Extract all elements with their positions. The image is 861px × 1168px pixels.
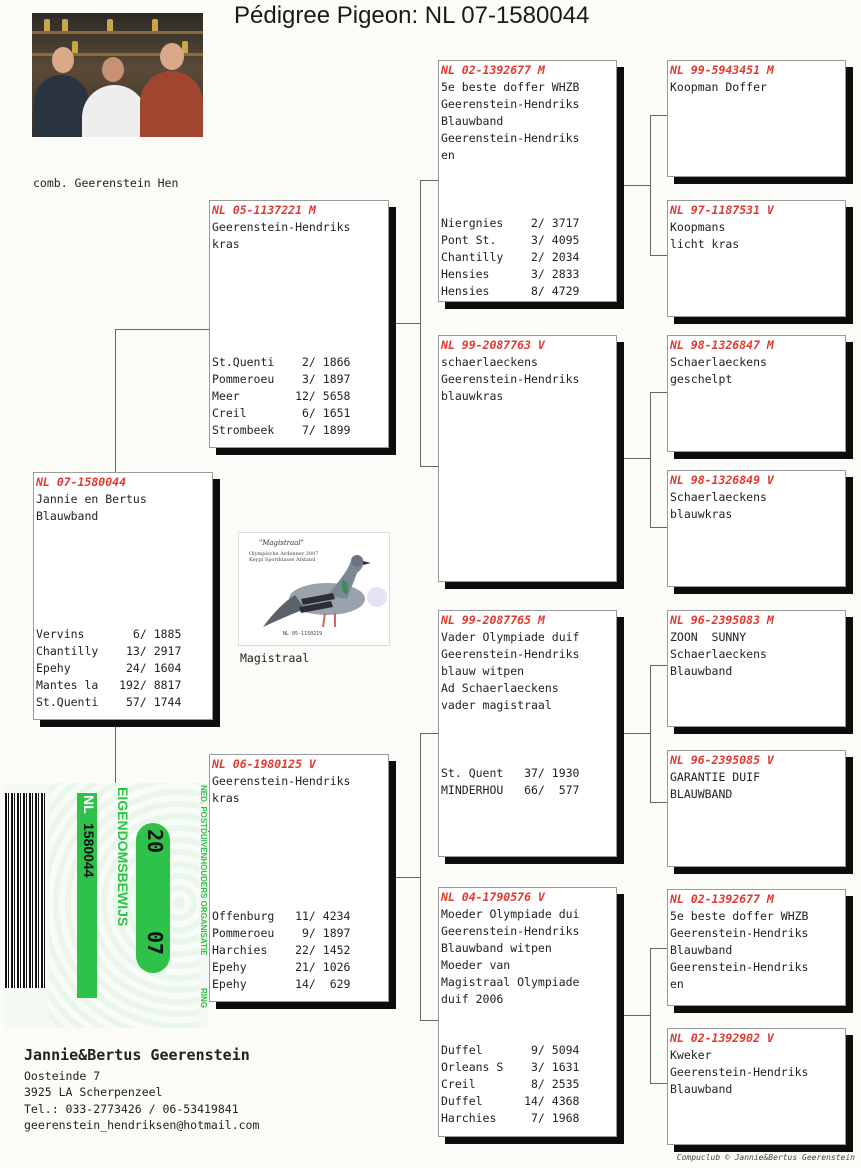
card-line: kras [212, 791, 240, 805]
father-card [209, 200, 389, 448]
card-line: BLAUWBAND [670, 787, 733, 801]
ring-card-ring-label: RING [199, 988, 208, 1008]
result-row: Hensies 3/ 2833 [441, 267, 580, 281]
card-line: Blauwband [441, 114, 504, 128]
card-line: Moeder van [441, 958, 511, 972]
ring-card-nl: NL [81, 795, 97, 814]
card-line: Blauwband witpen [441, 941, 552, 955]
ownership-ring-card [5, 783, 208, 1028]
result-row: Strombeek 7/ 1899 [212, 423, 351, 437]
pigeon-card-subtitle: Olympische Ardenner 2007 Keypl Sportklasse Afstand [249, 551, 319, 563]
ring-number: NL 98-1326849 V [670, 473, 774, 487]
paternal-grandfather-card [438, 60, 617, 302]
ring-number: NL 02-1392677 M [670, 892, 774, 906]
ring-number: NL 96-2395083 M [670, 613, 774, 627]
ring-card-year-bottom: 07 [143, 931, 167, 956]
result-row: Harchies 7/ 1968 [441, 1111, 580, 1125]
card-line: geschelpt [670, 372, 733, 386]
card-line: Koopmans [670, 220, 726, 234]
owner-address: Oosteinde 7 [24, 1068, 101, 1083]
result-row: Niergnies 2/ 3717 [441, 216, 580, 230]
pedigree-subtitle: comb. Geerenstein Hen [33, 176, 179, 190]
great-grandparent-card-6 [667, 750, 846, 867]
great-grandparent-card-4 [667, 470, 846, 587]
card-line: Magistraal Olympiade [441, 975, 580, 989]
card-line: GARANTIE DUIF [670, 770, 761, 784]
card-line: Geerenstein-Hendriks [441, 924, 580, 938]
card-line: Geerenstein-Hendriks [441, 372, 580, 386]
pigeon-illustration [239, 533, 389, 645]
owner-photo [32, 13, 203, 137]
card-line: Geerenstein-Hendriks [441, 97, 580, 111]
great-grandparent-card-8 [667, 1028, 846, 1145]
ring-number: NL 98-1326847 M [670, 338, 774, 352]
barcode [5, 793, 45, 988]
ring-card-year-top: 20 [143, 829, 167, 854]
result-row: St.Quenti 2/ 1866 [212, 355, 351, 369]
owner-email: geerenstein_hendriksen@hotmail.com [24, 1118, 260, 1132]
card-line: Koopman Doffer [670, 80, 767, 94]
maternal-grandfather-card [438, 610, 617, 857]
card-line: Geerenstein-Hendriks [670, 926, 809, 940]
card-line: en [670, 977, 684, 991]
result-row: MINDERHOU 66/ 577 [441, 783, 580, 797]
pigeon-photo-card [238, 532, 390, 646]
owner-contact [24, 1047, 259, 1134]
ring-number: NL 02-1392677 M [441, 63, 545, 77]
ring-number: NL 05-1137221 M [212, 203, 316, 217]
card-line: Geerenstein-Hendriks [212, 220, 351, 234]
result-row: Chantilly 13/ 2917 [36, 644, 182, 658]
footer-credit: Compuclub © Jannie&Bertus Geerenstein [676, 1153, 855, 1162]
card-line: Ad Schaerlaeckens [441, 681, 559, 695]
ring-number: NL 99-5943451 M [670, 63, 774, 77]
page-title: Pédigree Pigeon: NL 07-1580044 [234, 2, 590, 29]
result-row: Offenburg 11/ 4234 [212, 909, 351, 923]
card-line: licht kras [670, 237, 740, 251]
ring-card-organisation: NED. POSTDUIVENHOUDERS ORGANISATIE [199, 785, 208, 956]
ring-number: NL 99-2087765 M [441, 613, 545, 627]
result-row: St.Quenti 57/ 1744 [36, 695, 182, 709]
ring-number: NL 02-1392902 V [670, 1031, 774, 1045]
card-line: Jannie en Bertus [36, 492, 147, 506]
result-row: Epehy 24/ 1604 [36, 661, 182, 675]
card-line: Kweker [670, 1048, 712, 1062]
card-line: Schaerlaeckens [670, 490, 767, 504]
ring-number: NL 97-1187531 V [670, 203, 774, 217]
card-line: Blauwband [670, 943, 733, 957]
card-line: Blauwband [670, 664, 733, 678]
result-row: St. Quent 37/ 1930 [441, 766, 580, 780]
paternal-grandmother-card [438, 335, 617, 582]
great-grandparent-card-7 [667, 889, 846, 1006]
result-row: Hensies 8/ 4729 [441, 284, 580, 298]
card-line: Blauwband [670, 1082, 733, 1096]
pigeon-card-ring: NL 05-1150219 [283, 631, 323, 637]
mother-card [209, 754, 389, 1002]
ring-number: NL 07-1580044 [36, 475, 127, 489]
result-row: Meer 12/ 5658 [212, 389, 351, 403]
maternal-grandmother-card [438, 887, 617, 1137]
result-row: Chantilly 2/ 2034 [441, 250, 580, 264]
ring-number: NL 04-1790576 V [441, 890, 545, 904]
card-line: en [441, 148, 455, 162]
result-row: Creil 8/ 2535 [441, 1077, 580, 1091]
ring-number: NL 99-2087763 V [441, 338, 545, 352]
card-line: Moeder Olympiade dui [441, 907, 580, 921]
great-grandparent-card-5 [667, 610, 846, 727]
owner-name: Jannie&Bertus Geerenstein [24, 1046, 250, 1064]
great-grandparent-card-3 [667, 335, 846, 452]
card-line: Geerenstein-Hendriks [441, 647, 580, 661]
ring-card-ownership: EIGENDOMSBEWIJS [115, 787, 131, 927]
owner-phone: Tel.: 033-2773426 / 06-53419841 [24, 1101, 239, 1116]
card-line: 5e beste doffer WHZB [441, 80, 580, 94]
result-row: Pont St. 3/ 4095 [441, 233, 580, 247]
card-line: duif 2006 [441, 992, 504, 1006]
card-line: Vader Olympiade duif [441, 630, 580, 644]
ring-card-number: 1580044 [81, 823, 97, 878]
card-line: Geerenstein-Hendriks [212, 774, 351, 788]
card-line: Schaerlaeckens [670, 647, 767, 661]
card-line: Geerenstein-Hendriks [670, 960, 809, 974]
owner-city: 3925 LA Scherpenzeel [24, 1085, 163, 1099]
card-line: Blauwband [36, 509, 99, 523]
card-line: 5e beste doffer WHZB [670, 909, 809, 923]
result-row: Epehy 14/ 629 [212, 977, 351, 991]
result-row: Epehy 21/ 1026 [212, 960, 351, 974]
magistraal-label: Magistraal [240, 651, 310, 665]
card-line: ZOON SUNNY [670, 630, 747, 644]
card-line: Geerenstein-Hendriks [670, 1065, 809, 1079]
result-row: Creil 6/ 1651 [212, 406, 351, 420]
great-grandparent-card-2 [667, 200, 846, 317]
result-row: Duffel 14/ 4368 [441, 1094, 580, 1108]
pigeon-card-title: "Magistraal" [259, 539, 304, 547]
card-line: vader magistraal [441, 698, 552, 712]
card-line: kras [212, 237, 240, 251]
result-row: Orleans S 3/ 1631 [441, 1060, 580, 1074]
card-line: schaerlaeckens [441, 355, 538, 369]
subject-card [33, 472, 213, 720]
card-line: Schaerlaeckens [670, 355, 767, 369]
great-grandparent-card-1 [667, 60, 846, 177]
card-line: blauwkras [441, 389, 504, 403]
result-row: Pommeroeu 9/ 1897 [212, 926, 351, 940]
result-row: Pommeroeu 3/ 1897 [212, 372, 351, 386]
result-row: Duffel 9/ 5094 [441, 1043, 580, 1057]
card-line: Geerenstein-Hendriks [441, 131, 580, 145]
card-line: blauwkras [670, 507, 733, 521]
result-row: Mantes la 192/ 8817 [36, 678, 182, 692]
card-line: blauw witpen [441, 664, 525, 678]
ring-number: NL 06-1980125 V [212, 757, 316, 771]
result-row: Harchies 22/ 1452 [212, 943, 351, 957]
ring-number: NL 96-2395085 V [670, 753, 774, 767]
result-row: Vervins 6/ 1885 [36, 627, 182, 641]
